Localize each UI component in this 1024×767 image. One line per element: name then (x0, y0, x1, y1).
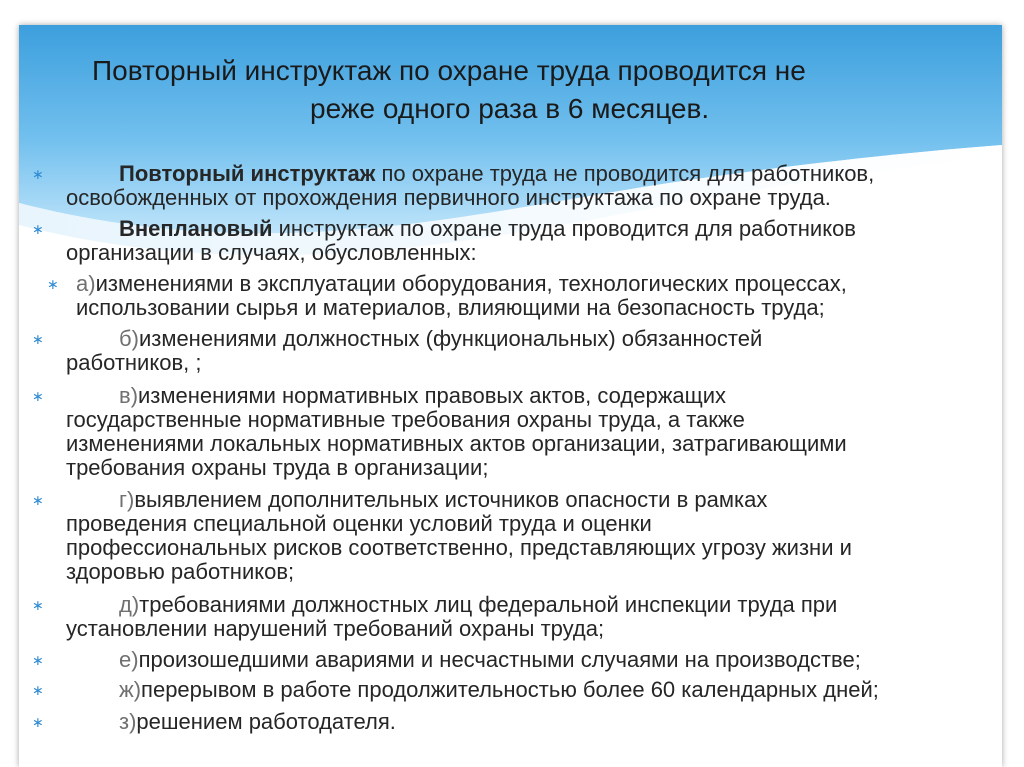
item-text: изменениями должностных (функциональных) обязанностей (138, 326, 763, 351)
item-text: использовании сырья и материалов, влияющими на безопасность труда; (76, 295, 825, 320)
item-letter: д) (119, 592, 140, 617)
bullet-icon: ∗ (32, 714, 44, 730)
bullet-icon: ∗ (32, 331, 44, 347)
item-letter: з) (119, 709, 137, 734)
item-text: произошедшими авариями и несчастными случаями на производстве; (138, 647, 861, 672)
item-text: по охране труда не проводится для работников, (375, 161, 875, 186)
item-text: освобожденных от прохождения первичного инструктажа по охране труда. (66, 185, 831, 210)
item-text: государственные нормативные требования охраны труда, а также (66, 407, 745, 432)
item-text: выявлением дополнительных источников опасности в рамках (134, 487, 768, 512)
item-text: работников, ; (66, 350, 202, 375)
item-letter: г) (119, 487, 135, 512)
slide-title (49, 52, 969, 128)
item-text: решением работодателя. (136, 709, 396, 734)
item-text: перерывом в работе продолжительностью более 60 календарных дней; (141, 677, 879, 702)
item-text: изменениями локальных нормативных актов организации, затрагивающими (66, 431, 847, 456)
item-letter: е) (119, 647, 139, 672)
item-text: проведения специальной оценки условий труда и оценки (66, 511, 652, 536)
bullet-icon: ∗ (32, 682, 44, 698)
bullet-icon: ∗ (32, 492, 44, 508)
item-letter: в) (119, 383, 139, 408)
item-text: инструктаж по охране труда проводится для работников (272, 216, 856, 241)
bullet-icon: ∗ (32, 221, 44, 237)
title-line-2: реже одного раза в 6 месяцев. (310, 93, 710, 124)
bullet-icon: ∗ (32, 388, 44, 404)
item-text: профессиональных рисков соответственно, представляющих угрозу жизни и (66, 535, 852, 560)
item-bold-text: Внеплановый (119, 216, 273, 241)
slide (19, 25, 1002, 767)
item-text: требования охраны труда в организации; (66, 455, 489, 480)
bullet-icon: ∗ (32, 652, 44, 668)
item-text: изменениями в эксплуатации оборудования, технологических процессах, (95, 271, 847, 296)
item-text: здоровью работников; (66, 559, 295, 584)
item-letter: а) (76, 271, 96, 296)
bullet-icon: ∗ (32, 166, 44, 182)
bullet-icon: ∗ (47, 276, 59, 292)
item-text: организации в случаях, обусловленных: (66, 240, 477, 265)
bullet-icon: ∗ (32, 597, 44, 613)
item-bold-text: Повторный инструктаж (119, 161, 376, 186)
item-text: требованиями должностных лиц федеральной инспекции труда при (139, 592, 838, 617)
item-text: изменениями нормативных правовых актов, содержащих (138, 383, 727, 408)
item-letter: ж) (119, 677, 142, 702)
item-letter: б) (119, 326, 139, 351)
item-text: установлении нарушений требований охраны труда; (66, 616, 605, 641)
title-line-1: Повторный инструктаж по охране труда проводится не (92, 55, 806, 86)
